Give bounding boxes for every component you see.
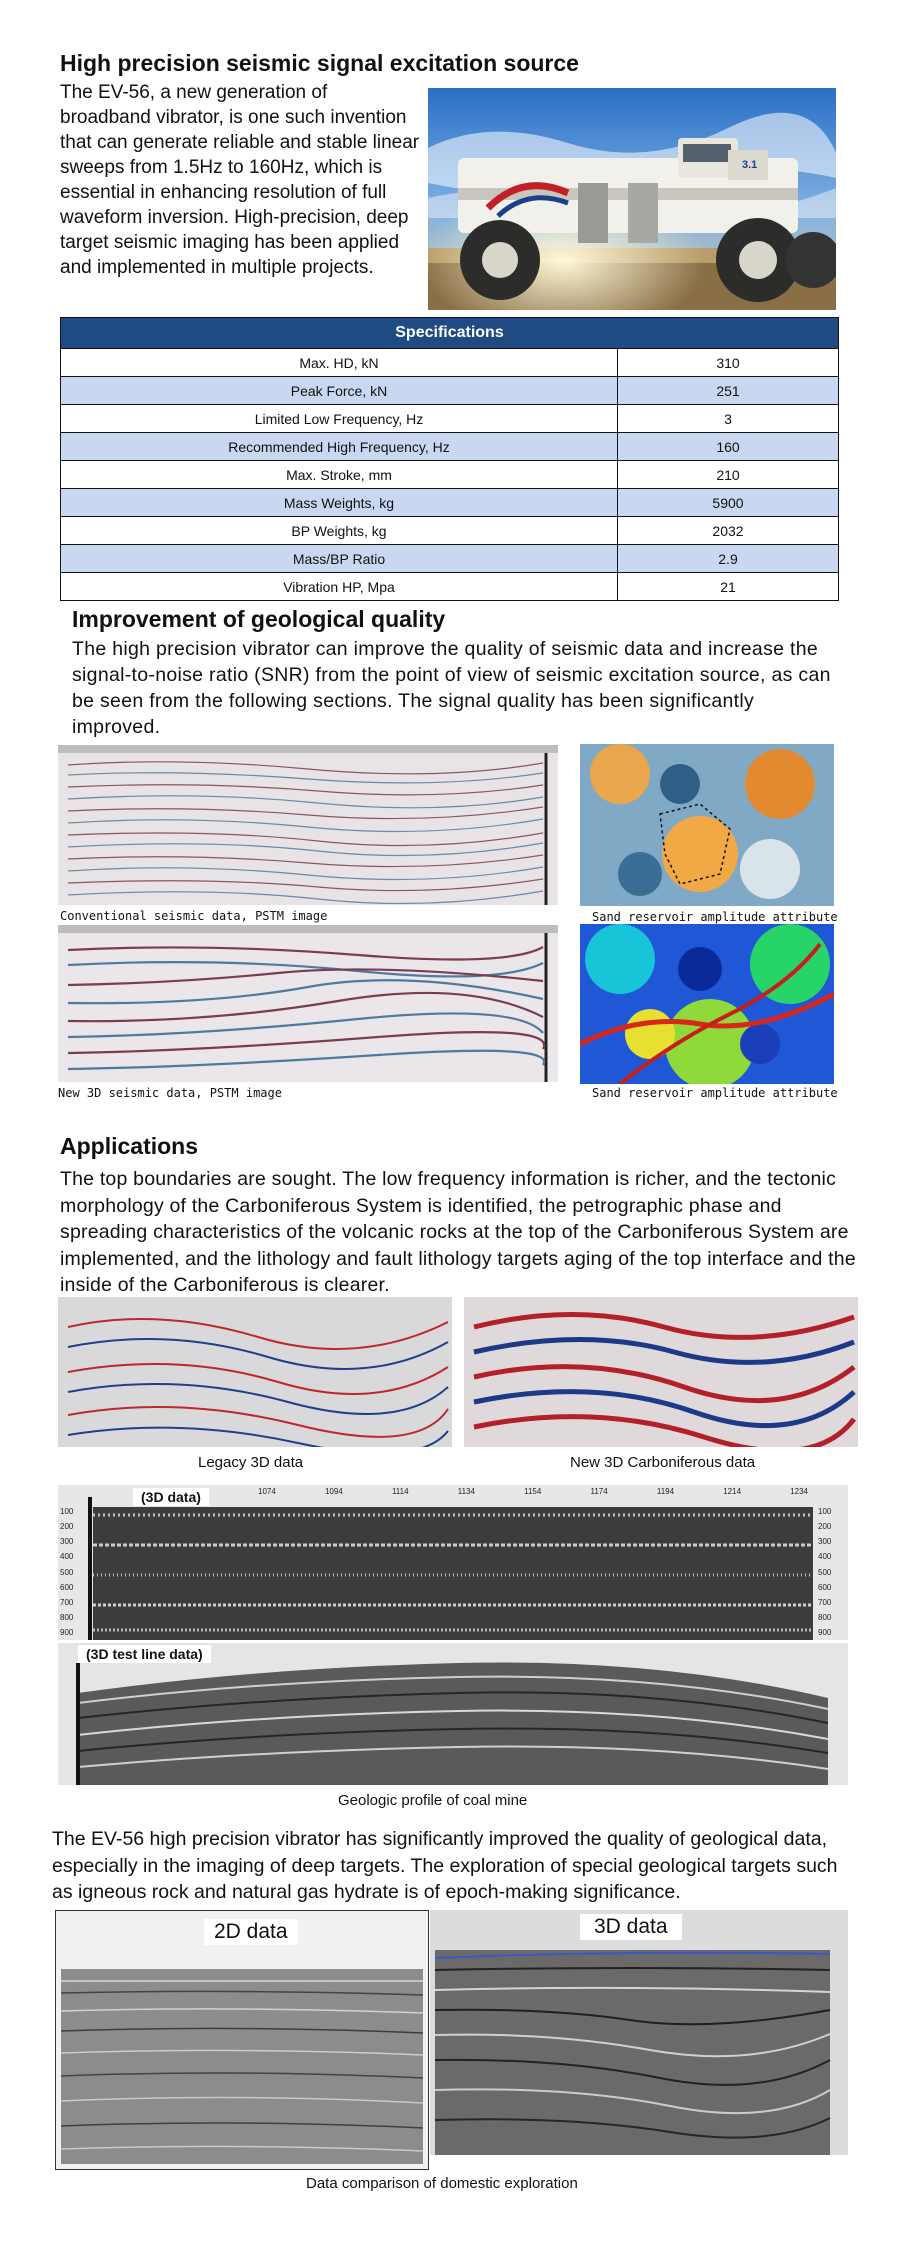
caption-sand-attribute-1: Sand reservoir amplitude attribute <box>592 910 838 924</box>
trace-tick: 1194 <box>656 1487 675 1496</box>
section-heading-geological-quality: Improvement of geological quality <box>72 606 446 632</box>
spec-name: Peak Force, kN <box>61 377 618 405</box>
spec-value: 5900 <box>618 489 839 517</box>
time-tick: 400 <box>818 1552 832 1562</box>
time-tick: 400 <box>60 1552 74 1562</box>
sand-reservoir-attribute-map-1 <box>580 744 834 906</box>
trace-tick: 1074 <box>258 1487 276 1496</box>
spec-name: Max. HD, kN <box>61 349 618 377</box>
spec-value: 251 <box>618 377 839 405</box>
trace-tick: 1094 <box>324 1487 343 1496</box>
label-3d-data: (3D data) <box>133 1488 209 1506</box>
spec-row <box>61 545 839 573</box>
label-3d-data-comparison: 3D data <box>580 1914 682 1940</box>
spec-value: 210 <box>618 461 839 489</box>
spec-row <box>61 433 839 461</box>
section-heading-applications: Applications <box>60 1133 199 1159</box>
time-tick: 900 <box>60 1628 74 1637</box>
vehicle-badge: 3.1 <box>742 159 758 171</box>
trace-number-axis <box>258 1487 808 1499</box>
label-2d-data: 2D data <box>204 1919 298 1945</box>
trace-tick: 1114 <box>391 1487 409 1496</box>
spec-name: BP Weights, kg <box>61 517 618 545</box>
caption-coal-mine-profile: Geologic profile of coal mine <box>338 1792 528 1809</box>
specifications-table <box>60 317 839 601</box>
closing-paragraph: The EV-56 high precision vibrator has significantly improved the quality of geological data, especially in the imaging of deep targets. The exploration of special geological targets such as igneous rock and natural gas hydrate is of epoch-making significance. <box>52 1828 838 1903</box>
caption-legacy-3d: Legacy 3D data <box>198 1454 304 1471</box>
spec-row <box>61 461 839 489</box>
3d-data-seismic-image <box>430 1910 848 2155</box>
caption-sand-attribute-2: Sand reservoir amplitude attribute <box>592 1086 838 1100</box>
time-tick: 900 <box>818 1628 832 1637</box>
time-tick: 200 <box>818 1522 832 1532</box>
trace-tick: 1154 <box>524 1487 542 1496</box>
spec-row <box>61 489 839 517</box>
vibrator-truck-photo <box>428 88 836 310</box>
intro-paragraph: The EV-56, a new generation of broadband vibrator, is one such invention that can generate reliable and stable linear sweeps from 1.5Hz to 160Hz, which is essential in enhancing resolution of full waveform inversion. High-precision, deep target seismic imaging has been applied and implemented in multiple projects. <box>60 82 420 278</box>
time-axis-left <box>60 1507 88 1637</box>
coal-mine-3d-data-image <box>58 1485 848 1640</box>
spec-value: 2032 <box>618 517 839 545</box>
legacy-3d-section-image <box>58 1297 452 1447</box>
time-tick: 500 <box>818 1567 832 1577</box>
spec-value: 160 <box>618 433 839 461</box>
spec-name: Limited Low Frequency, Hz <box>61 405 618 433</box>
spec-row <box>61 517 839 545</box>
conventional-seismic-image <box>58 745 558 905</box>
new-3d-carboniferous-image <box>464 1297 858 1447</box>
spec-value: 2.9 <box>618 545 839 573</box>
trace-tick: 1214 <box>723 1487 742 1496</box>
time-tick: 300 <box>60 1537 74 1547</box>
label-3d-test-line-data: (3D test line data) <box>78 1645 211 1663</box>
spec-value: 3 <box>618 405 839 433</box>
2d-data-seismic-image <box>55 1910 429 2170</box>
time-tick: 100 <box>818 1507 832 1516</box>
spec-name: Mass/BP Ratio <box>61 545 618 573</box>
time-tick: 100 <box>60 1507 74 1516</box>
time-tick: 800 <box>818 1612 832 1622</box>
sand-reservoir-attribute-map-2 <box>580 924 834 1084</box>
spec-row <box>61 405 839 433</box>
time-tick: 700 <box>818 1597 832 1607</box>
coal-mine-3d-test-line-image <box>58 1643 848 1785</box>
time-tick: 300 <box>818 1537 832 1547</box>
caption-new-3d-carboniferous: New 3D Carboniferous data <box>570 1454 756 1471</box>
new-3d-seismic-image <box>58 925 558 1082</box>
caption-new-3d-seismic: New 3D seismic data, PSTM image <box>58 1086 282 1100</box>
spec-name: Recommended High Frequency, Hz <box>61 433 618 461</box>
applications-paragraph: The top boundaries are sought. The low frequency information is richer, and the tectonic morphology of the Carboniferous System is identified, the petrographic phase and spreading characteristics of the volcanic rocks at the top of the Carboniferous System are implemented, and the lithology and fault lithology targets aging of the top interface and the inside of the Carboniferous is clearer. <box>60 1168 856 1296</box>
spec-value: 310 <box>618 349 839 377</box>
caption-conventional-seismic: Conventional seismic data, PSTM image <box>60 909 328 923</box>
time-tick: 700 <box>60 1597 74 1607</box>
specifications-title: Specifications <box>61 318 839 349</box>
time-tick: 500 <box>60 1567 74 1577</box>
quality-paragraph: The high precision vibrator can improve the quality of seismic data and increase the signal-to-noise ratio (SNR) from the point of view of seismic excitation source, as can be seen from the following sections. The signal quality has been significantly improved. <box>72 638 831 738</box>
time-tick: 600 <box>818 1582 832 1592</box>
time-tick: 600 <box>60 1582 74 1592</box>
caption-data-comparison: Data comparison of domestic exploration <box>306 2175 578 2192</box>
spec-row <box>61 573 839 601</box>
time-tick: 200 <box>60 1522 74 1532</box>
time-tick: 800 <box>60 1612 74 1622</box>
spec-row <box>61 377 839 405</box>
trace-tick: 1234 <box>790 1487 808 1496</box>
section-heading-excitation-source: High precision seismic signal excitation source <box>60 50 579 76</box>
spec-value: 21 <box>618 573 839 601</box>
time-axis-right <box>818 1507 846 1637</box>
spec-name: Mass Weights, kg <box>61 489 618 517</box>
spec-name: Max. Stroke, mm <box>61 461 618 489</box>
trace-tick: 1134 <box>457 1487 475 1496</box>
spec-row <box>61 349 839 377</box>
trace-tick: 1174 <box>590 1487 608 1496</box>
spec-name: Vibration HP, Mpa <box>61 573 618 601</box>
